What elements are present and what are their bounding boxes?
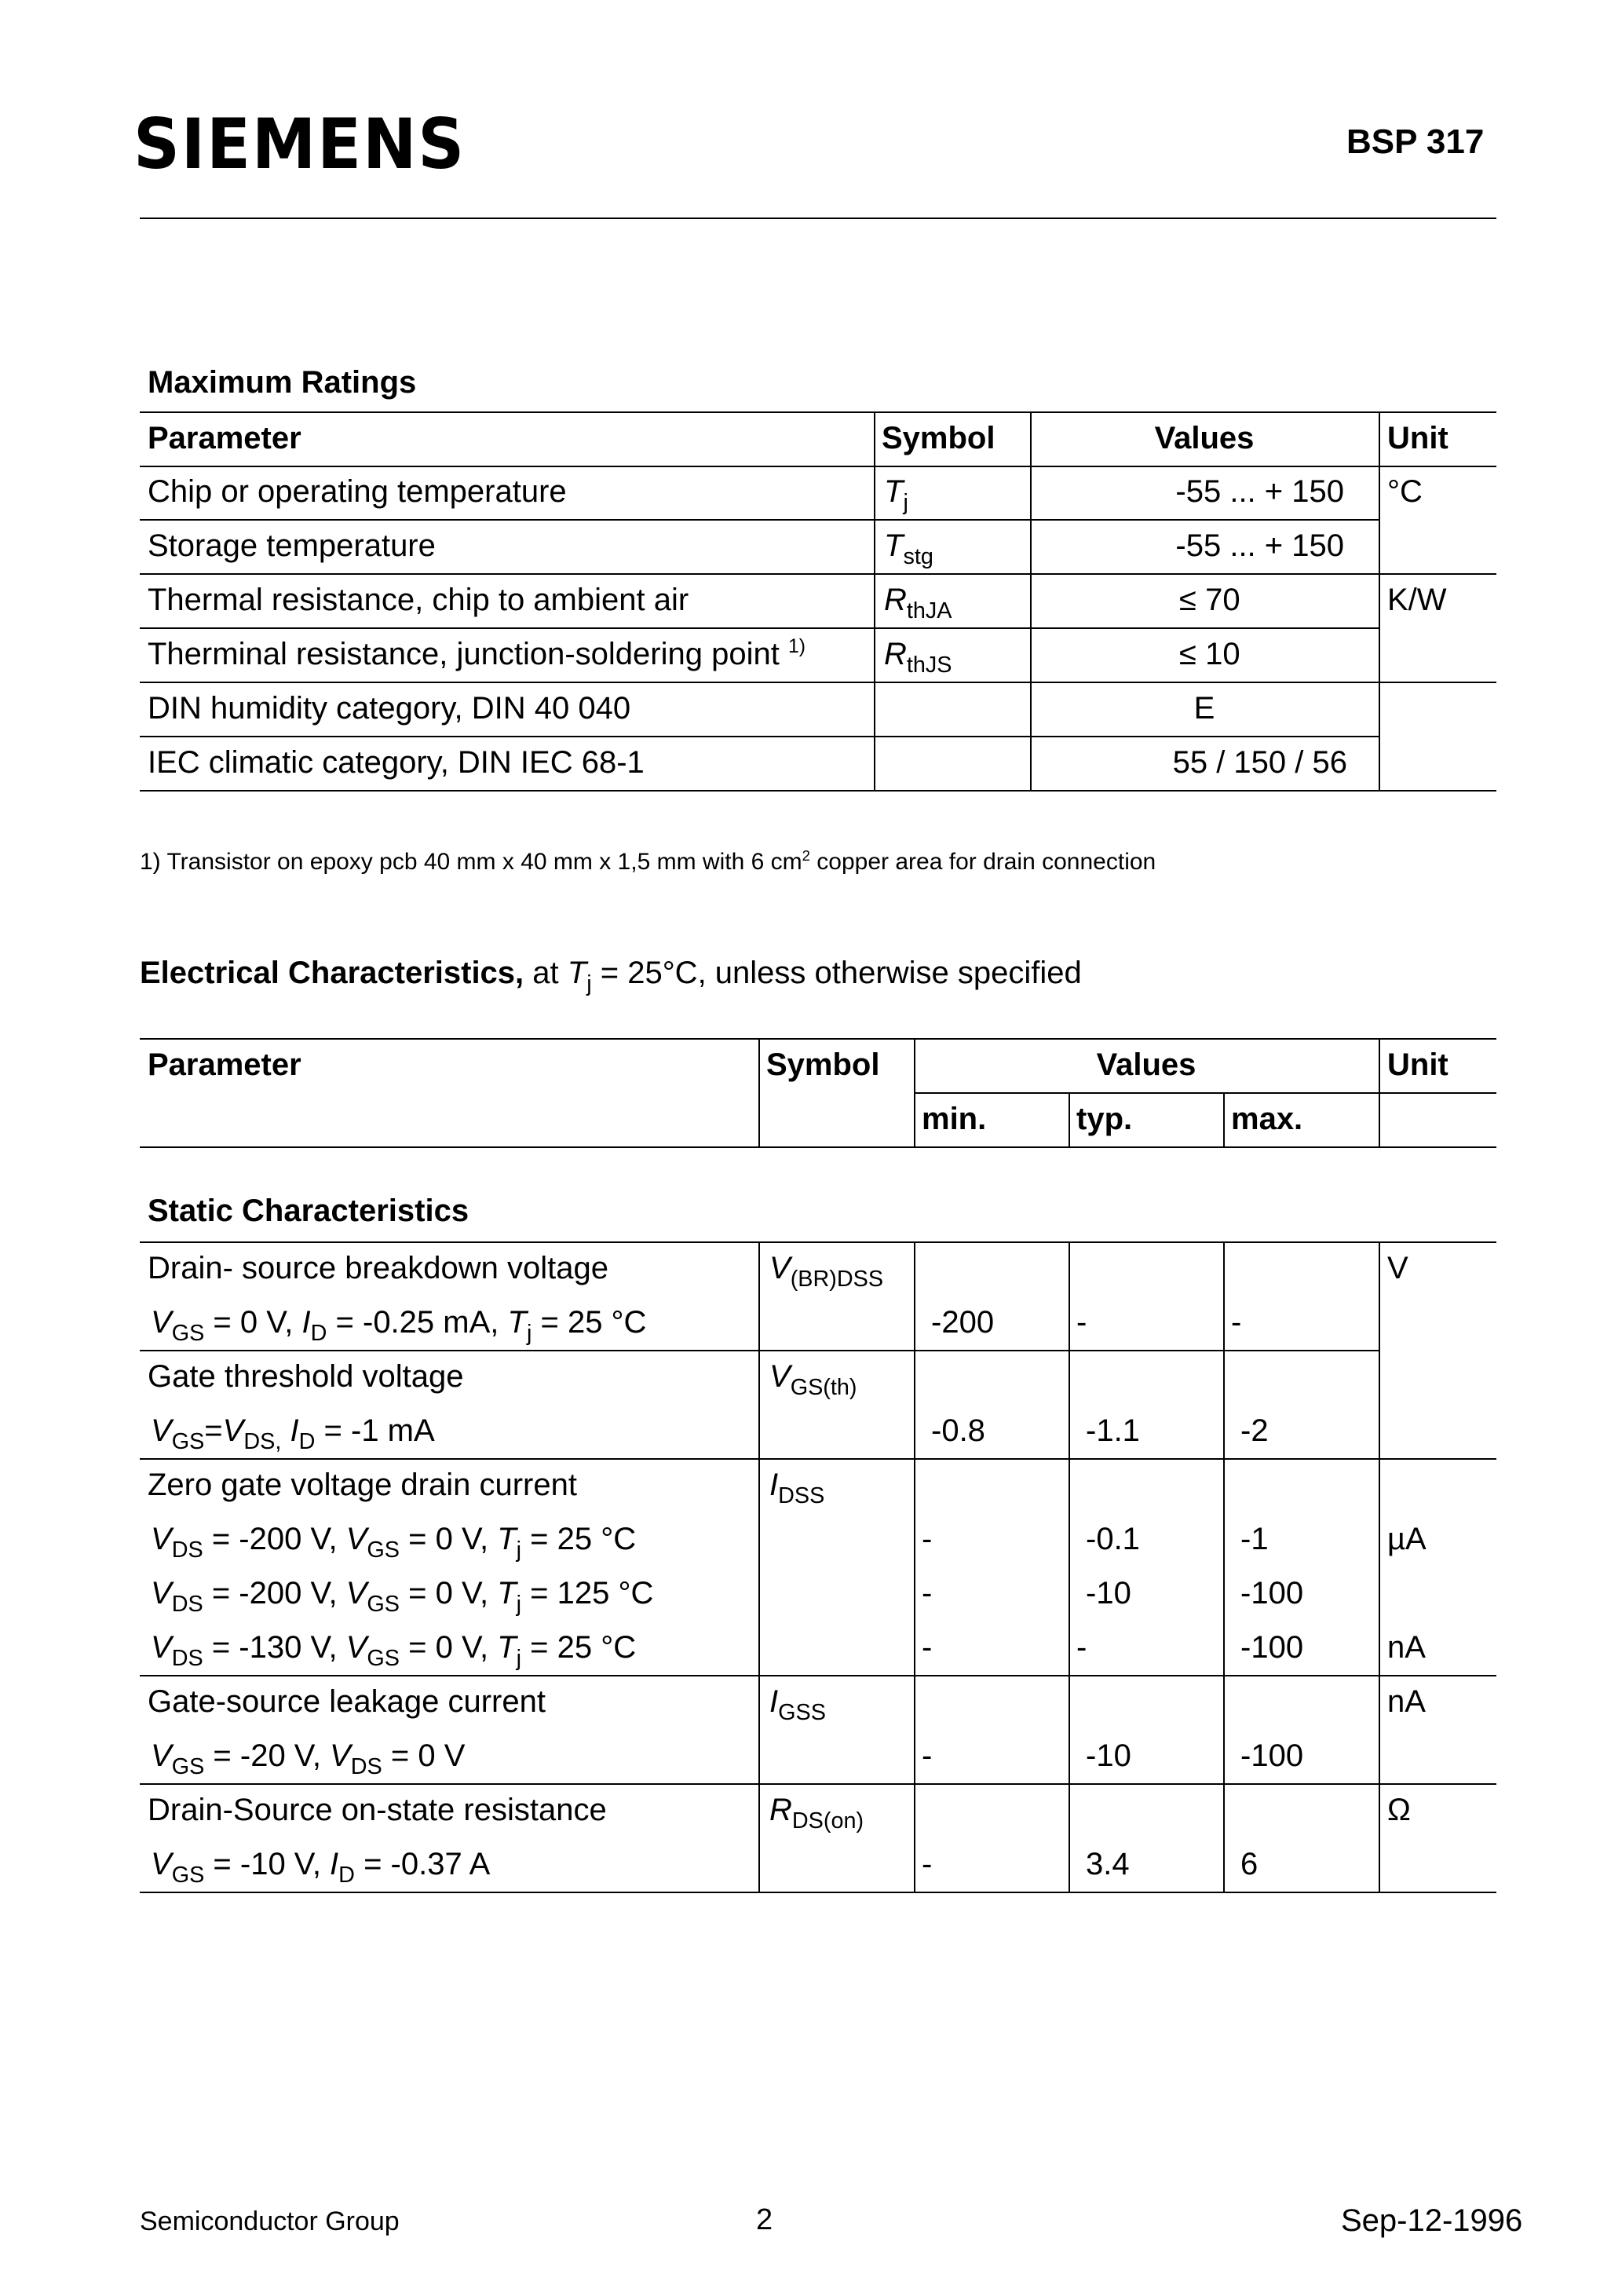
ec-header-symbol: Symbol (766, 1047, 880, 1082)
mr-row-parameter: DIN humidity category, DIN 40 040 (148, 691, 631, 726)
ec-value-min: - (922, 1738, 933, 1773)
ec-value-max: -2 (1240, 1413, 1269, 1448)
ec-value-min: -200 (931, 1305, 995, 1340)
ec-hdr-sep-symbol (758, 1038, 760, 1146)
ec-unit: V (1387, 1251, 1408, 1285)
mr-row-value: E (1193, 691, 1215, 726)
ec-hdr-sep-typ (1069, 1092, 1070, 1146)
ec-value-typ: -0.1 (1086, 1522, 1140, 1556)
ec-header-unit: Unit (1387, 1047, 1448, 1082)
ec-param-name: Gate threshold voltage (148, 1359, 464, 1394)
max-ratings-title: Maximum Ratings (148, 365, 417, 400)
ec-value-max: - (1231, 1305, 1242, 1340)
ec-header-min: min. (922, 1102, 987, 1136)
mr-rule-2 (140, 519, 1380, 521)
ec-body-sep-symbol (758, 1241, 760, 1892)
ec-rule-g2 (140, 1458, 1496, 1460)
mr-row-value: 55 / 150 / 56 (1172, 745, 1347, 780)
mr-row-value: ≤ 10 (1179, 637, 1240, 671)
mr-col-sep-2 (1030, 411, 1032, 790)
mr-header-symbol: Symbol (882, 421, 995, 455)
ec-condition: $V_{GS} = -20$ V, $V_{DS} = 0$ V (151, 1738, 466, 1780)
ec-body-sep-unit (1379, 1241, 1380, 1892)
mr-header-values: Values (1154, 421, 1255, 455)
ec-condition: $V_{DS} = -200$ V, $V_{GS} = 0$ V, $T_j = 125$ °C (151, 1576, 654, 1618)
footer-date: Sep-12-1996 (1341, 2203, 1523, 2238)
mr-rule-bottom (140, 790, 1496, 792)
ec-rule-g3 (140, 1675, 1496, 1676)
mr-row-value: -55 ... + 150 (1175, 528, 1344, 563)
ec-rule-body-top (140, 1241, 1496, 1243)
ec-unit: nA (1387, 1684, 1426, 1719)
ec-rule-header-bottom (140, 1146, 1496, 1148)
ec-value-max: -100 (1240, 1738, 1304, 1773)
ec-value-min: - (922, 1847, 933, 1881)
header-rule (140, 218, 1496, 219)
ec-value-max: -100 (1240, 1630, 1304, 1665)
ec-symbol: $I_{DSS}$ (769, 1468, 825, 1509)
ec-condition: $V_{DS} = -200$ V, $V_{GS} = 0$ V, $T_j = 25$ °C (151, 1522, 637, 1563)
ec-body-sep-min (914, 1241, 915, 1892)
mr-row-unit: °C (1387, 474, 1423, 509)
max-ratings-footnote: 1) Transistor on epoxy pcb 40 mm x 40 mm x 1,5 mm with 6 $cm^2$ copper area for drain connection (140, 846, 1156, 875)
mr-rule-top (140, 411, 1496, 413)
ec-value-typ: - (1076, 1305, 1087, 1340)
ec-body-sep-max (1223, 1241, 1225, 1892)
ec-unit: µA (1387, 1522, 1427, 1556)
ec-symbol: $I_{GSS}$ (769, 1684, 826, 1726)
electrical-title: Electrical Characteristics, at $T_j = 25^\circ C$, unless otherwise specified (140, 956, 1082, 997)
ec-header-parameter: Parameter (148, 1047, 301, 1082)
ec-value-max: 6 (1240, 1847, 1259, 1881)
mr-rule-6 (140, 736, 1380, 737)
mr-header-unit: Unit (1387, 421, 1448, 455)
ec-value-typ: -10 (1086, 1576, 1131, 1610)
ec-value-typ: -10 (1086, 1738, 1131, 1773)
ec-body-sep-typ (1069, 1241, 1070, 1892)
mr-rule-1 (140, 466, 1496, 467)
mr-row-parameter: Storage temperature (148, 528, 436, 563)
ec-value-typ: -1.1 (1086, 1413, 1140, 1448)
footer-company: Semiconductor Group (140, 2206, 400, 2236)
ec-hdr-sep-max (1223, 1092, 1225, 1146)
mr-rule-3 (140, 573, 1496, 575)
ec-param-name: Drain- source breakdown voltage (148, 1251, 608, 1285)
mr-col-sep-1 (874, 411, 875, 790)
ec-condition: $V_{DS} = -130$ V, $V_{GS} = 0$ V, $T_j = 25$ °C (151, 1630, 637, 1672)
ec-value-typ: 3.4 (1086, 1847, 1130, 1881)
ec-symbol: $R_{DS(on)}$ (769, 1793, 864, 1834)
ec-condition: $V_{GS} = 0$ V, $I_D = -0.25$ mA, $T_j = 25$ °C (151, 1305, 647, 1347)
mr-rule-5 (140, 682, 1496, 683)
ec-condition: $V_{GS} = -10$ V, $I_D = -0.37$ A (151, 1847, 491, 1888)
ec-rule-g4 (140, 1783, 1496, 1785)
part-number: BSP 317 (1346, 122, 1485, 161)
mr-row-symbol: $T_{stg}$ (884, 528, 933, 570)
mr-row-symbol: $R_{thJS}$ (884, 637, 952, 678)
mr-row-value: -55 ... + 150 (1175, 474, 1344, 509)
ec-param-name: Zero gate voltage drain current (148, 1468, 577, 1502)
mr-row-unit: K/W (1387, 583, 1447, 617)
ec-unit: Ω (1387, 1793, 1411, 1827)
mr-row-symbol: $R_{thJA}$ (884, 583, 952, 624)
ec-header-values: Values (1096, 1047, 1196, 1082)
ec-symbol: $V_{(BR)DSS}$ (769, 1251, 884, 1292)
ec-rule-top (140, 1038, 1496, 1040)
ec-symbol: $V_{GS(th)}$ (769, 1359, 857, 1401)
ec-param-name: Drain-Source on-state resistance (148, 1793, 607, 1827)
ec-value-min: - (922, 1522, 933, 1556)
page-number: 2 (756, 2203, 773, 2236)
ec-rule-bottom (140, 1892, 1496, 1893)
mr-rule-4 (140, 627, 1380, 629)
ec-value-min: - (922, 1630, 933, 1665)
siemens-logo: SIEMENS (133, 104, 466, 185)
mr-row-value: ≤ 70 (1179, 583, 1240, 617)
ec-hdr-sep-unit (1379, 1038, 1380, 1146)
mr-row-parameter: Therminal resistance, junction-soldering point $^{1)}$ (148, 636, 806, 671)
mr-row-parameter: Chip or operating temperature (148, 474, 567, 509)
ec-param-name: Gate-source leakage current (148, 1684, 546, 1719)
ec-condition: $V_{GS}=V_{DS,}$ $I_D = -1$ mA (151, 1413, 435, 1455)
mr-col-sep-3 (1379, 411, 1380, 790)
mr-header-parameter: Parameter (148, 421, 301, 455)
ec-rule-header-mid (914, 1092, 1496, 1094)
mr-row-symbol: $T_j$ (884, 474, 908, 516)
ec-value-min: - (922, 1576, 933, 1610)
ec-header-max: max. (1231, 1102, 1303, 1136)
ec-value-max: -100 (1240, 1576, 1304, 1610)
ec-value-min: -0.8 (931, 1413, 985, 1448)
mr-row-parameter: Thermal resistance, chip to ambient air (148, 583, 689, 617)
ec-unit: nA (1387, 1630, 1426, 1665)
ec-header-typ: typ. (1076, 1102, 1133, 1136)
static-characteristics-title: Static Characteristics (148, 1194, 469, 1228)
ec-value-typ: - (1076, 1630, 1087, 1665)
ec-value-max: -1 (1240, 1522, 1269, 1556)
mr-row-parameter: IEC climatic category, DIN IEC 68-1 (148, 745, 645, 780)
